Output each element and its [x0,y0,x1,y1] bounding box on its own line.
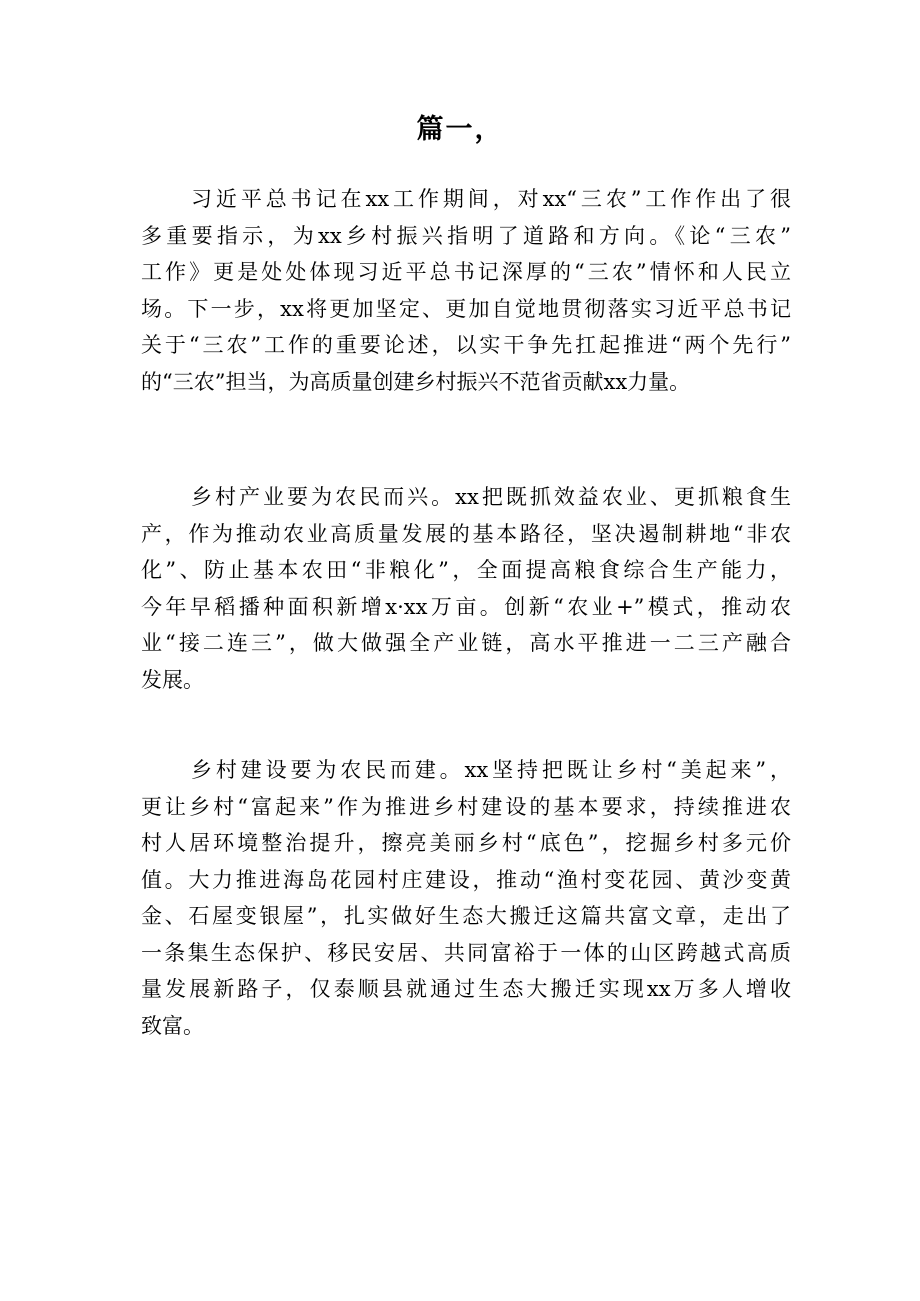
paragraph-3 [141,752,791,1044]
paragraph-line: 量发展新路子，仅泰顺县就通过生态大搬迁实现xx万多人增收 [141,977,791,1001]
paragraph-line: 一条集生态保护、移民安居、共同富裕于一体的山区跨越式高质 [141,940,791,965]
paragraph-line: 多重要指示，为xx乡村振兴指明了道路和方向。《论“三农” [141,223,791,248]
paragraph-line: 更让乡村“富起来”作为推进乡村建设的基本要求，持续推进农 [141,794,791,819]
paragraph-line: 业“接二连三”，做大做强全产业链，高水平推进一二三产融合 [141,631,791,655]
paragraph-line: 村人居环境整治提升，擦亮美丽乡村“底色”，挖掘乡村多元价 [141,831,791,855]
paragraph-line: 化”、防止基本农田“非粮化”，全面提高粮食综合生产能力， [141,558,791,582]
document-title: 篇一， [416,114,504,145]
paragraph-line: 场。下一步，xx将更加坚定、更加自觉地贯彻落实习近平总书记 [141,296,791,321]
paragraph-line: 今年早稻播种面积新增x·xx万亩。创新“农业+”模式，推动农 [141,594,791,619]
paragraph-line: 致富。 [141,1013,204,1038]
paragraph-line: 金、石屋变银屋”，扎实做好生态大搬迁这篇共富文章，走出了 [141,904,791,928]
paragraph-line: 发展。 [141,667,204,692]
paragraph-line: 工作》更是处处体现习近平总书记深厚的“三农”情怀和人民立 [141,260,791,284]
paragraph-line: 关于“三农”工作的重要论述，以实干争先扛起推进“两个先行” [141,333,791,357]
paragraph-line: 乡村建设要为农民而建。xx坚持把既让乡村“美起来”， [191,758,791,782]
paragraph-line: 产，作为推动农业高质量发展的基本路径，坚决遏制耕地“非农 [141,521,791,546]
paragraph-line: 乡村产业要为农民而兴。xx把既抓效益农业、更抓粮食生 [191,485,791,509]
paragraph-line: 的“三农”担当，为高质量创建乡村振兴不范省贡献xx力量。 [141,369,691,394]
paragraph-line: 值。大力推进海岛花园村庄建设，推动“渔村变花园、黄沙变黄 [141,867,791,892]
paragraph-1 [141,181,791,400]
paragraph-2 [141,479,791,698]
paragraph-line: 习近平总书记在xx工作期间，对xx“三农”工作作出了很 [191,187,791,211]
